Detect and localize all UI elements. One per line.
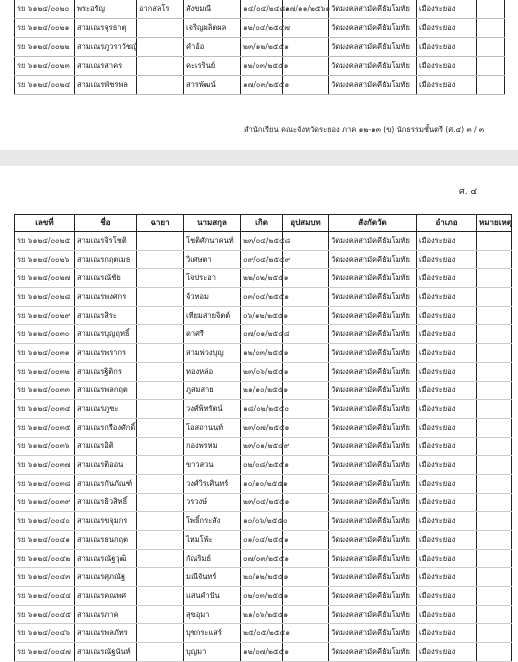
cell-sur: วงศ์พิทรัตน์ [184, 400, 241, 419]
cell-id: รย ๖๑๒๔/๐๐๔๒ [15, 549, 75, 568]
cell-dist: เมืองระยอง [417, 381, 477, 400]
cell-sur: เทียมสายจิตต์ [184, 306, 241, 325]
register-table-previous [14, 0, 505, 95]
cell-temple: วัดมงคลสามัคคีธัมโมทัย [329, 474, 417, 493]
cell-name: สามเณรขจุมกร [75, 512, 137, 531]
cell-note [477, 605, 512, 624]
table-row [15, 587, 512, 606]
cell-alias [137, 232, 184, 251]
cell-note [477, 19, 505, 38]
cell-temple: วัดมงคลสามัคคีธัมโมทัย [329, 568, 417, 587]
cell-id: รย ๖๑๒๔/๐๐๔๕ [15, 605, 75, 624]
cell-alias [137, 418, 184, 437]
header-id: เลขที่ [15, 215, 75, 232]
table-row [15, 624, 512, 643]
cell-note [477, 643, 512, 662]
table-row [15, 568, 512, 587]
cell-date: ๑๐/๑๐/๒๕๕๑ [241, 474, 283, 493]
cell-alias [137, 549, 184, 568]
cell-alias: อากสลโร [137, 0, 184, 19]
cell-ord [283, 474, 329, 493]
cell-temple: วัดมงคลสามัคคีธัมโมทัย [329, 344, 417, 363]
cell-ord [283, 456, 329, 475]
table-row [15, 38, 505, 57]
cell-date: ๑๐/๐๖/๒๕๕๐ [241, 512, 283, 531]
cell-id: รย ๖๑๒๔/๐๐๓๕ [15, 418, 75, 437]
cell-alias [137, 269, 184, 288]
header-temple: สังกัดวัด [329, 215, 417, 232]
cell-temple: วัดมงคลสามัคคีธัมโมทัย [329, 76, 417, 95]
table-row [15, 269, 512, 288]
cell-name: พระอรัญ [75, 0, 137, 19]
cell-date: ๑๒/๐๗/๒๕๕๑ [241, 643, 283, 662]
cell-dist: เมืองระยอง [417, 344, 477, 363]
cell-id: รย ๖๑๒๔/๐๐๒๖ [15, 250, 75, 269]
table-row [15, 76, 505, 95]
cell-id: รย ๖๑๒๔/๐๐๒๐ [15, 0, 75, 19]
cell-date: ๒๑/๐๖/๒๕๕๑ [241, 605, 283, 624]
cell-dist: เมืองระยอง [417, 437, 477, 456]
cell-note [477, 344, 512, 363]
cell-sur: ดาศรี [184, 325, 241, 344]
cell-dist: เมืองระยอง [417, 456, 477, 475]
cell-note [477, 549, 512, 568]
cell-ord [283, 493, 329, 512]
cell-alias [137, 288, 184, 307]
cell-id: รย ๖๑๒๔/๐๐๔๖ [15, 624, 75, 643]
cell-id: รย ๖๑๒๔/๐๐๔๓ [15, 568, 75, 587]
cell-name: สามเณรพรากร [75, 344, 137, 363]
cell-alias [137, 38, 184, 57]
cell-dist: เมืองระยอง [417, 587, 477, 606]
table-row [15, 643, 512, 662]
cell-alias [137, 400, 184, 419]
cell-alias [137, 362, 184, 381]
cell-sur: จ้วทอม [184, 288, 241, 307]
page-label: ศ. ๔ [459, 187, 478, 197]
cell-alias [137, 19, 184, 38]
cell-id: รย ๖๑๒๔/๐๐๔๑ [15, 531, 75, 550]
cell-note [477, 381, 512, 400]
cell-name: สามเณรธิวสิทธิ์ [75, 493, 137, 512]
cell-sur: สารพัฒน์ [184, 76, 241, 95]
cell-note [477, 400, 512, 419]
cell-note [477, 418, 512, 437]
table-row [15, 306, 512, 325]
cell-temple: วัดมงคลสามัคคีธัมโมทัย [329, 549, 417, 568]
cell-id: รย ๖๑๒๔/๐๐๓๐ [15, 325, 75, 344]
cell-sur: โชติศักนาคนท์ [184, 232, 241, 251]
cell-sur: บุญมา [184, 643, 241, 662]
cell-dist: เมืองระยอง [417, 288, 477, 307]
cell-name: สามเณรคณพศ [75, 587, 137, 606]
cell-date: ๑๗/๑๑/๒๕๖๑ [283, 0, 329, 19]
cell-dist: เมืองระยอง [417, 493, 477, 512]
cell-date: ๑๒/๐๔/๒๕๔๗ [241, 19, 283, 38]
cell-name: สามเณรธนกฤต [75, 531, 137, 550]
cell-temple: วัดมงคลสามัคคีธัมโมทัย [329, 400, 417, 419]
cell-date: ๒๓/๐๑/๒๕๔๙ [241, 437, 283, 456]
cell-alias [137, 512, 184, 531]
cell-sur: วิเศษตา [184, 250, 241, 269]
cell-date [283, 38, 329, 57]
cell-alias [137, 57, 184, 76]
header-alias: ฉายา [137, 215, 184, 232]
cell-date: ๐๒/๐๓/๒๕๕๑ [241, 587, 283, 606]
document-page-current [0, 166, 518, 656]
cell-temple: วัดมงคลสามัคคีธัมโมทัย [329, 605, 417, 624]
cell-name: สามเณรกฤตเมธ [75, 250, 137, 269]
cell-temple: วัดมงคลสามัคคีธัมโมทัย [329, 325, 417, 344]
cell-ord [283, 568, 329, 587]
cell-id: รย ๖๑๒๔/๐๐๒๗ [15, 269, 75, 288]
cell-dist: เมืองระยอง [417, 549, 477, 568]
cell-alias [137, 437, 184, 456]
cell-name: สามเณรจิรโชติ [75, 232, 137, 251]
cell-id: รย ๖๑๒๔/๐๐๓๓ [15, 381, 75, 400]
cell-sur: โพธิ์กระสัง [184, 512, 241, 531]
header-name: ชื่อ [75, 215, 137, 232]
cell-note [477, 269, 512, 288]
cell-ord [283, 288, 329, 307]
cell-temple: วัดมงคลสามัคคีธัมโมทัย [329, 250, 417, 269]
cell-name: สามเณรจุรธาตุ [75, 19, 137, 38]
header-note: หมายเหตุ [477, 215, 512, 232]
table-row [15, 531, 512, 550]
cell-note [477, 325, 512, 344]
cell-note [477, 587, 512, 606]
cell-name: สามเณรพัชรพล [75, 76, 137, 95]
cell-temple: วัดมงคลสามัคคีธัมโมทัย [329, 38, 417, 57]
cell-dist: เมืองระยอง [417, 512, 477, 531]
cell-dist: เมืองระยอง [417, 232, 477, 251]
cell-dist: เมืองระยอง [417, 531, 477, 550]
cell-sur: เจริญผลิตผล [184, 19, 241, 38]
cell-name: สามเณรภูวราวัชญ์ [75, 38, 137, 57]
cell-temple: วัดมงคลสามัคคีธัมโมทัย [329, 288, 417, 307]
header-ordained: อุปสมบท [283, 215, 329, 232]
cell-dist: เมืองระยอง [417, 57, 477, 76]
table-row [15, 288, 512, 307]
cell-dist: เมืองระยอง [417, 38, 477, 57]
cell-alias [137, 250, 184, 269]
cell-temple: วัดมงคลสามัคคีธัมโมทัย [329, 456, 417, 475]
cell-note [477, 57, 505, 76]
cell-id: รย ๖๑๒๔/๐๐๓๔ [15, 400, 75, 419]
cell-sur: คะเรรินย์ [184, 57, 241, 76]
cell-name: สามเณรภาค [75, 605, 137, 624]
cell-dist: เมืองระยอง [417, 418, 477, 437]
cell-dist: เมืองระยอง [417, 400, 477, 419]
cell-name: สามเณรณัฐวุฒิ [75, 549, 137, 568]
cell-id: รย ๖๑๒๔/๐๐๔๔ [15, 587, 75, 606]
cell-date: ๐๙/๐๔/๒๕๔๙ [241, 250, 283, 269]
table-row [15, 325, 512, 344]
cell-alias [137, 456, 184, 475]
cell-id: รย ๖๑๒๔/๐๐๓๘ [15, 474, 75, 493]
cell-note [477, 38, 505, 57]
cell-temple: วัดมงคลสามัคคีธัมโมทัย [329, 624, 417, 643]
cell-sur: ขาวสวน [184, 456, 241, 475]
cell-dist: เมืองระยอง [417, 568, 477, 587]
cell-ord [283, 531, 329, 550]
cell-temple: วัดมงคลสามัคคีธัมโมทัย [329, 362, 417, 381]
cell-sur: สังขมณี [184, 0, 241, 19]
page-footer: สำนักเรียน คณะจังหวัดระยอง ภาค ๑๒-๑๓ (ข) นักธรรมชั้นตรี (ศ.๔) ๓ / ๓ [244, 125, 484, 134]
cell-name: สามเณรพลกฤต [75, 381, 137, 400]
cell-dist: เมืองระยอง [417, 362, 477, 381]
cell-date: ๑๘/๐๒/๒๕๕๐ [241, 400, 283, 419]
cell-note [477, 624, 512, 643]
cell-date: ๐๒/๐๘/๒๕๕๑ [241, 456, 283, 475]
cell-note [477, 288, 512, 307]
cell-note [477, 437, 512, 456]
document-page-previous [0, 0, 518, 150]
cell-id: รย ๖๑๒๔/๐๐๒๕ [15, 232, 75, 251]
cell-ord [283, 418, 329, 437]
cell-name: สามเณรฐิติกร [75, 362, 137, 381]
cell-date: ๒๕/๐๕/๒๕๕๑ [241, 624, 283, 643]
cell-sur: คำอ้อ [184, 38, 241, 57]
cell-dist: เมืองระยอง [417, 250, 477, 269]
cell-sur: ภูสมสาย [184, 381, 241, 400]
cell-temple: วัดมงคลสามัคคีธัมโมทัย [329, 587, 417, 606]
table-row [15, 549, 512, 568]
cell-name: สามเณรณัชัย [75, 269, 137, 288]
cell-sur: กัณริมย์ [184, 549, 241, 568]
cell-date: ๒๐/๑๒/๒๕๕๑ [241, 568, 283, 587]
cell-dist: เมืองระยอง [417, 624, 477, 643]
cell-temple: วัดมงคลสามัคคีธัมโมทัย [329, 306, 417, 325]
cell-date: ๐๗/๐๓/๒๕๕๑ [241, 549, 283, 568]
cell-temple: วัดมงคลสามัคคีธัมโมทัย [329, 437, 417, 456]
cell-alias [137, 587, 184, 606]
cell-note [477, 512, 512, 531]
cell-temple: วัดมงคลสามัคคีธัมโมทัย [329, 0, 417, 19]
cell-note [477, 250, 512, 269]
cell-sur: แสนคำปัน [184, 587, 241, 606]
cell-ord [283, 437, 329, 456]
cell-temple: วัดมงคลสามัคคีธัมโมทัย [329, 493, 417, 512]
cell-date: ๒๓/๐๗/๒๕๕๑ [241, 418, 283, 437]
cell-dist: เมืองระยอง [417, 19, 477, 38]
cell-ord [283, 381, 329, 400]
cell-date: ๑๒/๐๓/๒๕๕๑ [241, 344, 283, 363]
cell-date: ๐๗/๐๑/๒๕๔๘ [241, 325, 283, 344]
table-row [15, 456, 512, 475]
cell-temple: วัดมงคลสามัคคีธัมโมทัย [329, 232, 417, 251]
cell-alias [137, 568, 184, 587]
cell-temple: วัดมงคลสามัคคีธัมโมทัย [329, 418, 417, 437]
cell-ord [283, 306, 329, 325]
cell-ord [283, 400, 329, 419]
table-row [15, 512, 512, 531]
cell-temple: วัดมงคลสามัคคีธัมโมทัย [329, 643, 417, 662]
cell-sur: ทองหล่อ [184, 362, 241, 381]
cell-id: รย ๖๑๒๔/๐๐๔๗ [15, 643, 75, 662]
cell-note [477, 306, 512, 325]
cell-id: รย ๖๑๒๔/๐๐๓๖ [15, 437, 75, 456]
cell-ord [283, 587, 329, 606]
cell-name: สามเณรพลภัทร [75, 624, 137, 643]
cell-note [477, 456, 512, 475]
cell-date: ๒๓/๐๔/๒๕๔๘ [241, 232, 283, 251]
cell-alias [137, 76, 184, 95]
cell-sur: ไหมโพ้ะ [184, 531, 241, 550]
cell-sur: โอสถานนท์ [184, 418, 241, 437]
cell-name: สามเณรณัฐนันท์ [75, 643, 137, 662]
cell-sur: สุขอุมา [184, 605, 241, 624]
cell-alias [137, 531, 184, 550]
cell-note [477, 493, 512, 512]
cell-ord [283, 344, 329, 363]
cell-date [283, 57, 329, 76]
cell-ord [283, 643, 329, 662]
cell-dist: เมืองระยอง [417, 306, 477, 325]
cell-dist: เมืองระยอง [417, 269, 477, 288]
table-row [15, 437, 512, 456]
table-row [15, 493, 512, 512]
cell-note [477, 232, 512, 251]
cell-dist: เมืองระยอง [417, 76, 477, 95]
cell-date [283, 76, 329, 95]
cell-date: ๒๒/๐๒/๒๕๕๑ [241, 269, 283, 288]
cell-dist: เมืองระยอง [417, 325, 477, 344]
cell-temple: วัดมงคลสามัคคีธัมโมทัย [329, 269, 417, 288]
cell-date: ๒๓/๑๒/๒๕๕๑ [241, 38, 283, 57]
cell-id: รย ๖๑๒๔/๐๐๔๐ [15, 512, 75, 531]
cell-id: รย ๖๑๒๔/๐๐๓๒ [15, 362, 75, 381]
cell-name: สามเณรสาคร [75, 57, 137, 76]
header-surname: นามสกุล [184, 215, 241, 232]
cell-dist: เมืองระยอง [417, 643, 477, 662]
page-separator [0, 150, 518, 166]
cell-alias [137, 493, 184, 512]
register-table [14, 214, 512, 662]
cell-alias [137, 381, 184, 400]
cell-note [477, 0, 505, 19]
cell-sur: กองพรหม [184, 437, 241, 456]
cell-id: รย ๖๑๒๔/๐๐๒๘ [15, 288, 75, 307]
table-row [15, 418, 512, 437]
cell-alias [137, 643, 184, 662]
table-row [15, 381, 512, 400]
cell-note [477, 568, 512, 587]
cell-sur: วงศ์วิรเศินทร์ [184, 474, 241, 493]
cell-name: สามเณรอิติ [75, 437, 137, 456]
cell-id: รย ๖๑๒๔/๐๐๒๒ [15, 38, 75, 57]
table-row [15, 250, 512, 269]
cell-dist: เมืองระยอง [417, 605, 477, 624]
table-row [15, 344, 512, 363]
cell-date: ๒๑/๑๐/๒๕๕๑ [241, 381, 283, 400]
cell-dist: เมืองระยอง [417, 474, 477, 493]
cell-ord [283, 549, 329, 568]
cell-name: สามเณรบุญฤทธิ์ [75, 325, 137, 344]
cell-temple: วัดมงคลสามัคคีธัมโมทัย [329, 57, 417, 76]
cell-ord [283, 512, 329, 531]
cell-note [477, 362, 512, 381]
cell-sur: โจประอา [184, 269, 241, 288]
cell-sur: วรวงษ์ [184, 493, 241, 512]
cell-alias [137, 624, 184, 643]
cell-alias [137, 605, 184, 624]
cell-note [477, 474, 512, 493]
cell-name: สามเณรพงศกร [75, 288, 137, 307]
cell-temple: วัดมงคลสามัคคีธัมโมทัย [329, 19, 417, 38]
cell-temple: วัดมงคลสามัคคีธัมโมทัย [329, 531, 417, 550]
cell-temple: วัดมงคลสามัคคีธัมโมทัย [329, 381, 417, 400]
table-row [15, 57, 505, 76]
cell-note [477, 531, 512, 550]
cell-sur: บุชกระแสร์ [184, 624, 241, 643]
cell-id: รย ๖๑๒๔/๐๐๓๑ [15, 344, 75, 363]
cell-temple: วัดมงคลสามัคคีธัมโมทัย [329, 512, 417, 531]
table-row [15, 400, 512, 419]
table-header-row [15, 215, 512, 232]
cell-ord [283, 269, 329, 288]
cell-alias [137, 474, 184, 493]
cell-id: รย ๖๑๒๔/๐๐๒๑ [15, 19, 75, 38]
cell-date: ๒๓/๐๖/๒๕๕๑ [241, 362, 283, 381]
table-row [15, 605, 512, 624]
cell-sur: สามพ่วงบุญ [184, 344, 241, 363]
cell-id: รย ๖๑๒๔/๐๐๓๙ [15, 493, 75, 512]
cell-name: สามเณรติออน [75, 456, 137, 475]
cell-id: รย ๖๑๒๔/๐๐๒๔ [15, 76, 75, 95]
cell-name: สามเณรกันภัณฑ์ [75, 474, 137, 493]
cell-name: สามเณรกรืองศักดิ์ [75, 418, 137, 437]
table-row [15, 0, 505, 19]
cell-alias [137, 325, 184, 344]
table-row [15, 362, 512, 381]
cell-id: รย ๖๑๒๔/๐๐๓๗ [15, 456, 75, 475]
cell-name: สามเณรศุภณัฐ [75, 568, 137, 587]
cell-alias [137, 306, 184, 325]
cell-sur: มณีจันทร์ [184, 568, 241, 587]
cell-name: สามเณรสิระ [75, 306, 137, 325]
table-row [15, 19, 505, 38]
table-row [15, 232, 512, 251]
cell-note [477, 76, 505, 95]
table-row [15, 474, 512, 493]
cell-dist: เมืองระยอง [417, 0, 477, 19]
cell-date: ๑๔/๐๔/๒๔๘๑ [241, 0, 283, 19]
cell-ord [283, 605, 329, 624]
header-birth: เกิด [241, 215, 283, 232]
cell-name: สามเณรภูชะ [75, 400, 137, 419]
cell-date: ๑๗/๐๓/๒๕๕๑ [241, 76, 283, 95]
cell-date: ๒๓/๐๔/๒๕๕๑ [241, 493, 283, 512]
cell-date: ๑๒/๐๓/๒๕๕๑ [241, 57, 283, 76]
cell-date: ๐๓/๐๔/๒๕๕๑ [241, 288, 283, 307]
cell-date: ๐๑/๐๔/๒๕๕๑ [241, 531, 283, 550]
cell-ord [283, 362, 329, 381]
cell-id: รย ๖๑๒๔/๐๐๒๓ [15, 57, 75, 76]
header-district: อำเภอ [417, 215, 477, 232]
cell-id: รย ๖๑๒๔/๐๐๒๙ [15, 306, 75, 325]
cell-alias [137, 344, 184, 363]
cell-date: ๐๖/๑๒/๒๕๕๑ [241, 306, 283, 325]
